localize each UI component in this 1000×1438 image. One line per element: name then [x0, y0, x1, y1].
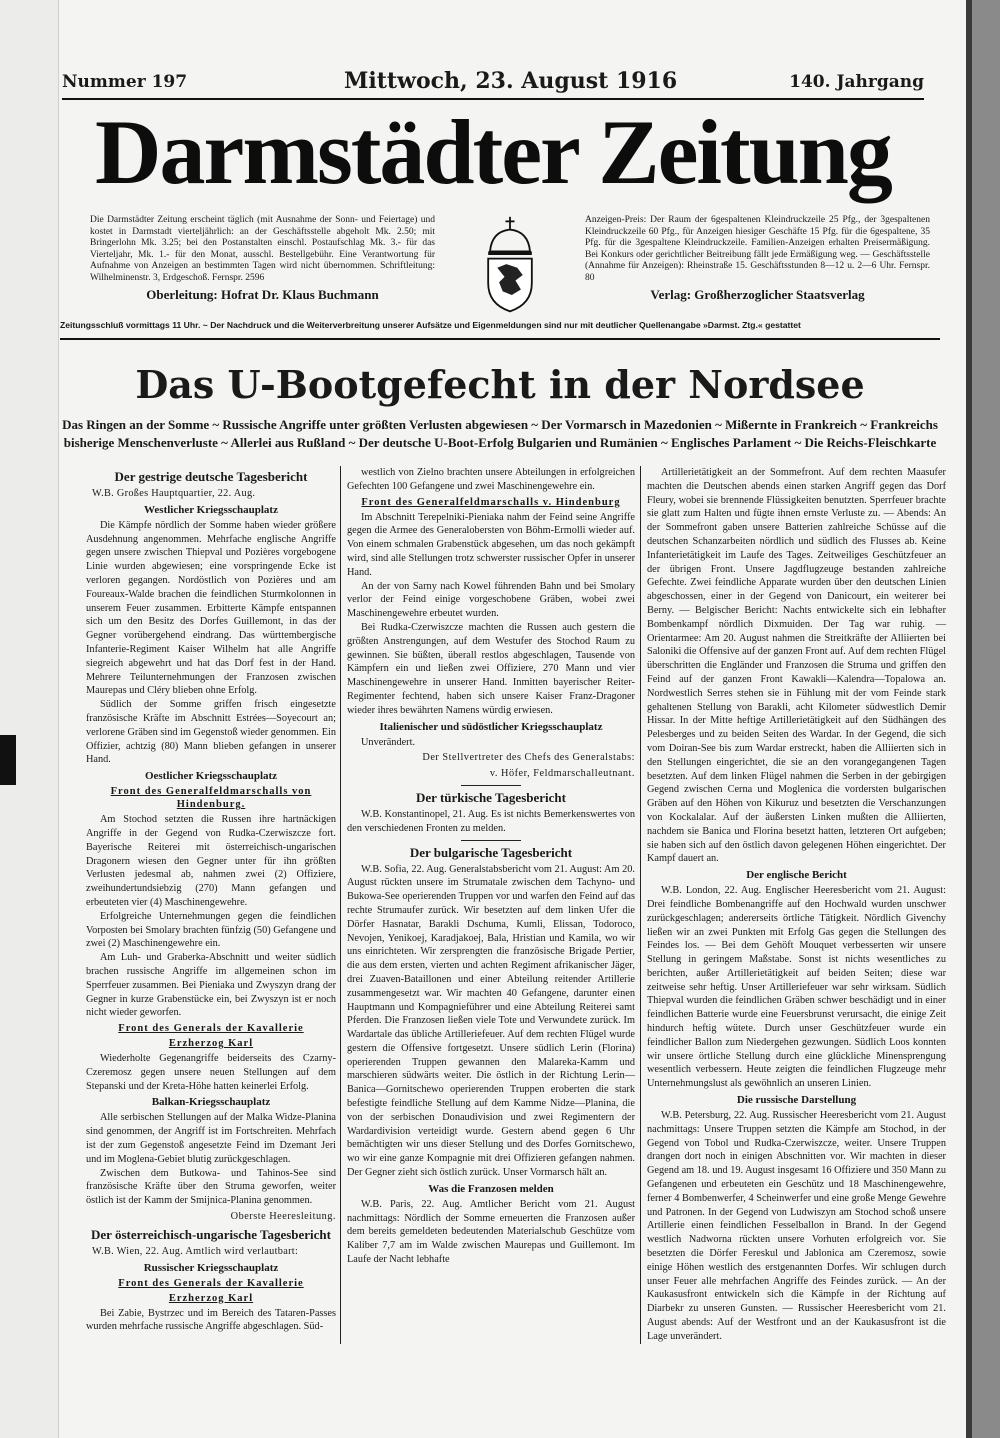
- volume: 140. Jahrgang: [789, 72, 924, 92]
- info-left-block: [90, 215, 435, 303]
- front-heading: Front des Generalfeldmarschalls v. Hindenburg: [361, 496, 621, 508]
- paragraph: Artillerietätigkeit an der Sommefront. Auf dem rechten Maasufer machten die Deutschen abends einen starken Angriff gegen das Dorf Fleury, wobei sie brennende Flüssigkeiten benutzten. Sperrfeuer brachte sie glatt zum Halten und fügte ihnen ernste Verluste zu. — Abends: An der Sommefront gaben unsere Batterien zahlreiche Schüsse auf die deutschen Schanzarbeiten nördlich und südlich des Flusses ab. Keine Infanterietätigkeit im Laufe des Tages. Zeitweiliges Geschützfeuer an der übrigen Front. Unsere Jagdflugzeuge bestanden zahlreiche Gefechte. Zwei feindliche Apparate wurden über den deutschen Linien abgeschossen, einer in der Gegend von Danicourt, ein weiterer bei Berny. — Belgischer Bericht: Nachts entwickelte sich ein lebhafter Bombenkampf nördlich Dixmuiden. Der Tag war ruhig. — Orientarmee: Am 20. August nahmen die Streitkräfte der Alliierten bei Saloniki die Offensive auf der ganzen Front auf. Auf dem rechten Flügel überschritten die Engländer und Franzosen die Struma und griffen den Feind auf der ganzen Front Kawakli—Kalendra—Topalowa an. Nordwestlich Serres stehen sie in Fühlung mit der vom Feinde stark gehaltenen Stellung von Barakli, acht Kilometer südwestlich Demir Hissar. In der Mitte heftige Artillerietätigkeit auf den Südhängen des Pelesberges und zu beiden Seiten des Wardar. In der Gegend, die sich vom Doiran-See bis zum Wardar erstreckt, haben die Alliierten sich in den Stellungen eingerichtet, die sie an den vorangegangenen Tagen besetzten. Auf dem linken Flügel nahmen die Serben in der gebirgigen Gegend zwischen Cerna und Moglenica die vordersten bulgarischen Gräben auf den Höhen von Kikuruz und besetzten die Verschanzungen von Kockalalar. Auf der äußersten Linken mußten die Alliierten, nachdem sie Banica und Florina besetzt hatten, letzteren Ort aufgeben; sie haben sich auf den östlich davon gelegenen Höhen eingerichtet. Der Kampf dauert an.: [647, 467, 946, 865]
- dateline: W.B. Wien, 22. Aug. Amtlich wird verlautbart:: [92, 1245, 299, 1257]
- paragraph: W.B. Paris, 22. Aug. Amtlicher Bericht vom 21. August nachmittags: Nördlich der Somme erneuerten die Franzosen außer dem bereits gemeldeten bedeutenden Materialschub Geschütze vom Kaliber 7,7 am im Walde zwischen Maurepas und Guillemont. Im Laufe der Nacht lebhafte: [347, 1198, 635, 1266]
- info-right-block: [585, 215, 930, 303]
- coat-of-arms-icon: [470, 215, 550, 315]
- paragraph: An der von Sarny nach Kowel führenden Bahn und bei Smolary verlor der Feind einige vorgeschobene Gräben, wobei zwei Maschinengewehre erbeutet wurden.: [347, 580, 635, 620]
- column-2: [340, 466, 640, 1344]
- publisher-line: Verlag: Großherzoglicher Staatsverlag: [650, 287, 865, 302]
- paragraph: Zwischen dem Butkowa- und Tahinos-See sind französische Kräfte über den Struma geworfen, weiter östlich ist der Kamm der Smijnica-Planina genommen.: [86, 1167, 336, 1207]
- paragraph: Südlich der Somme griffen frisch eingesetzte französische Kräfte im Abschnitt Estrées—Soyecourt an; verlorene Gräben sind im Gegenstoß wieder genommen. Ein Offizier, achtzig (80) Mann blieben gefangen in unserer Hand.: [86, 699, 336, 766]
- topic-summary: Das Ringen an der Somme ~ Russische Angriffe unter größten Verlusten abgewiesen ~ Der Vormarsch in Mazedonien ~ Mißernte in Frankreich ~ Frankreichs bisherige Menschenverluste ~ Allerlei aus Rußland ~ Der deutsche U-Boot-Erfolg Bulgarien und Rumänien ~ Englisches Parlament ~ Die Reichs-Fleischkarte: [62, 417, 938, 450]
- column-1: [86, 466, 340, 1344]
- front-heading: Erzherzog Karl: [168, 1292, 254, 1304]
- scan-mark: [0, 735, 16, 785]
- article-heading: Der gestrige deutsche Tagesbericht: [114, 469, 308, 484]
- article-heading: Der türkische Tagesbericht: [416, 789, 566, 805]
- adjacent-page-margin: [0, 0, 59, 1438]
- paragraph: Alle serbischen Stellungen auf der Malka Widze-Planina sind genommen, der Angriff ist im Fortschreiten. Mehrfach ist der zum Gegenstoß angesetzte Feind im Dzemant Jeri und im Moglena-Gebiet blutig zurückgeschlagen.: [86, 1112, 336, 1165]
- signature: Der Stellvertreter des Chefs des Generalstabs:: [422, 752, 635, 764]
- subscription-info: Die Darmstädter Zeitung erscheint täglich (mit Ausnahme der Sonn- und Feiertage) und kostet in Darmstadt vierteljährlich: an der Geschäftsstelle abgeholt Mk. 2.50; mit Bringerlohn Mk. 3.25; bei den Postanstalten einschl. Postaufschlag Mk. 3.- für das Vierteljahr, Mk. 1.- für den Monat, ausschl. Bestellgebühr. Eine Verantwortung für Aufnahme von Anzeigen an bestimmten Tagen wird nicht übernommen. Schriftleitung: Wilhelminenstr. 3, Erdgeschoß. Fernspr. 2596: [90, 215, 435, 283]
- front-heading: Front des Generalfeldmarschalls von Hindenburg.: [110, 786, 312, 811]
- article-heading: Der bulgarische Tagesbericht: [409, 844, 573, 860]
- column-3: [640, 466, 946, 1344]
- masthead-info: [60, 215, 930, 315]
- paragraph: Unverändert.: [361, 736, 416, 748]
- signature: v. Höfer, Feldmarschalleutnant.: [489, 768, 635, 780]
- dateline: W.B. Großes Hauptquartier, 22. Aug.: [92, 488, 256, 499]
- separator: [461, 785, 521, 786]
- section-heading: Westlicher Kriegsschauplatz: [144, 503, 278, 516]
- advertising-info: Anzeigen-Preis: Der Raum der 6gespaltenen Kleindruckzeile 25 Pfg., der 3gespaltenen Kleindruckzeile 60 Pfg., für Anzeigen hiesiger Geschäfte 15 Pfg. für die 6gespaltene, 35 Pfg. für die 3gespaltene Kleindruckzeile. Familien-Anzeigen erhalten Preisermäßigung. Bei Konkurs oder gerichtlicher Beitreibung fällt jede Ermäßigung weg. — Geschäftsstelle (Annahme für Anzeigen): Rheinstraße 15. Geschäftsstunden 8—12 u. 2—6 Uhr. Fernspr. 80: [585, 215, 930, 283]
- issue-date: Mittwoch, 23. August 1916: [344, 68, 678, 94]
- newspaper-title: Darmstädter Zeitung: [95, 101, 891, 203]
- paragraph: Wiederholte Gegenangriffe beiderseits des Czarny-Czeremosz gegen unsere neuen Stellungen auf dem Stepanski und der Kreta-Höhe hatten keinerlei Erfolg.: [86, 1053, 336, 1092]
- issue-number: Nummer 197: [62, 72, 188, 92]
- masthead-dateline: [62, 68, 924, 100]
- paragraph: W.B. London, 22. Aug. Englischer Heeresbericht vom 21. August: Drei feindliche Bombenangriffe auf den Hochwald wurden unschwer zurückgeschlagen; andererseits örtliche Tätigkeit. Nördlich Givenchy ließen wir an zwei Punkten mit Erfolg Gas gegen die Stellungen des Feindes los. — Bei dem Gehöft Mouquet verbesserten wir unsere Stellung in geringem Maßstabe. Sonst ist nichts wesentliches zu berichten, außer Artillerietätigkeit auf beiden Seiten; diese war zeitweise sehr heftig. Unser Artilleriefeuer war sehr wirksam. Südlich Thiepval wurden die feindlichen Gräben schwer beschädigt und in einer feindlichen Batterie wurde eine Feuersbrunst verursacht, die einige Zeit hindurch heftig wütete. Durch unser Geschützfeuer wurde ein feindlicher Ballon zum Niedergehen gezwungen. Südlich Loos konnten wir unsere örtliche Stellung durch eine glückliche Minensprengung wesentlich verbessern. Heute zeigten die feindlichen Flugzeuge mehr Unternehmungslust als gewöhnlich an unseren Linien.: [647, 885, 946, 1090]
- front-heading: Front des Generals der Kavallerie: [118, 1277, 304, 1289]
- paragraph: Am Luh- und Graberka-Abschnitt und weiter südlich brachen russische Angriffe im allgemeinen schon im Sperrfeuer zusammen. Bei Pieniaka und Zwyszyn drang der Gegner in kurze Grabenstücke ein, bei Zwyszyn ist er noch nicht wieder geworfen.: [86, 952, 336, 1019]
- section-heading: Italienischer und südöstlicher Kriegsschauplatz: [379, 720, 603, 733]
- paragraph: Bei Rudka-Czerwiszcze machten die Russen auch gestern die größten Anstrengungen, auf dem Westufer des Stochod Raum zu gewinnen. Sie büßten, überall restlos abgeschlagen, Tausende von Kämpfern ein und ließen zwei Offiziere, 270 Mann und vier Maschinengewehre in unserer Hand. Inmitten bayerischer Reiter-Regimenter fechtend, haben sich unsere Kaiser Franz-Dragoner wieder ihres bewährten Namens würdig erwiesen.: [347, 621, 635, 716]
- section-heading: Oestlicher Kriegsschauplatz: [144, 770, 278, 783]
- main-headline: Das U-Bootgefecht in der Nordsee: [135, 362, 865, 407]
- paragraph: W.B. Petersburg, 22. Aug. Russischer Heeresbericht vom 21. August nachmittags: Unsere Truppen setzten die Kämpfe am Stochod, in der Gegend von Tobol und Rudka-Czerwiszcze, weiter. Unsere Truppen drangen dort noch in einigen Abschnitten vor. Wir machten in dieser Gegend am 18. und 19. August insgesamt 16 Offiziere und 350 Mann zu Gefangenen und erbeuteten ein Geschütz und 18 Maschinengewehre, ferner 4 Bombenwerfer, 4 Scheinwerfer und eine große Menge Gewehre und Patronen. In der Gegend von Ludwiszyn am Stochod schoß unsere Artillerie einen feindlichen Fesselballon in Brand. In der Gegend westlich Nadworna rückten unsere Vorhuten erfolgreich vor. Sie besetzten die Dörfer Fereskul und Jablonica am Czeremosz, sowie einige Höhen westlich des erstgenannten Dorfes. Wir schlugen durch unser Feuer alle mehrfachen Angriffe des Feindes zurück. — An der Kaukasusfront entwickeln sich die Kämpfe in der Richtung auf Diarbekr zu unseren Gunsten. — Russischer Heeresbericht vom 21. August abends: Auf der Westfront und an der Kaukasusfront ist die Lage unverändert.: [647, 1110, 946, 1342]
- section-heading: Balkan-Kriegsschauplatz: [151, 1096, 271, 1109]
- front-heading: Erzherzog Karl: [168, 1038, 254, 1050]
- paragraph: westlich von Zielno brachten unsere Abteilungen in erfolgreichen Gefechten 100 Gefangene und zwei Maschinengewehre ein.: [347, 467, 635, 492]
- signature: Oberste Heeresleitung.: [230, 1211, 336, 1223]
- separator: [461, 840, 521, 841]
- section-heading: Der englische Bericht: [746, 869, 847, 882]
- paragraph: W.B. Konstantinopel, 21. Aug. Es ist nichts Bemerkenswertes von den verschiedenen Fronten zu melden.: [347, 808, 635, 834]
- binding-edge: [966, 0, 1000, 1438]
- page-body: [60, 215, 950, 1344]
- paragraph: W.B. Sofia, 22. Aug. Generalstabsbericht vom 21. August: Am 20. August rückten unsere im Strumatale zwischen dem Tachyno- und Bukowa-See operierenden Truppen vor und warfen den Feind auf das rechte Strumaufer zurück. Wir besetzten auf dem linken Ufer die Dörfer Hasnatar, Barakli Dschuma, Kumli, Elissan, Todoroco, Nevojen, Yenikoej, Karadjakoej, Bala, Hristian und Kamila, wo wir uns einrichteten. Wir zersprengten die französische Brigade Pertier, die aus dem ersten, vierten und achten Regiment afrikanischer Jäger, drei Zuaven-Bataillonen und einer Abteilung reitender Artillerie zusammengesetzt war. Wir machten 40 Gefangene, darunter einen Hauptmann und Kompagnieführer und eine Abteilung Reiterei samt Pferden. Die Franzosen ließen viele Tote und Verwundete zurück. Im Wardartale das übliche Artilleriefeuer. Auf dem rechten Flügel wurde gestern die Offensive fortgesetzt. Unsere südlich Lerin (Florina) operierenden Truppen gewannen den Malareka-Kamm und marschieren südwärts weiter. Die östlich in der Richtung Lerin—Banica—Gornitschewo operierenden Truppen eroberten die stark befestigte feindliche Stellung auf dem Kamme Nidze—Planina, die von der serbischen Donaudivision und zwei Regimentern der Wardardivision verteidigt wurde. Gestern abend gegen 6 Uhr bemächtigten wir uns dieser Stellung und des Dorfes Gornitschewo, wo wir eine ganze Kompagnie mit drei Offizieren gefangen nahmen. Der Gegner zieht sich östlich zurück. Unser Vormarsch hält an.: [347, 863, 635, 1179]
- section-heading: Russischer Kriegsschauplatz: [143, 1261, 279, 1274]
- paragraph: Im Abschnitt Terepelniki-Pieniaka nahm der Feind seine Angriffe gegen die Armee des Generalobersten von Böhm-Ermolli wieder auf. Von einem schmalen Grabenstück abgesehen, um das noch gekämpft wird, sind alle Stellungen trotz schwerster russischer Opfer in unserer Hand.: [347, 511, 635, 578]
- paragraph: Erfolgreiche Unternehmungen gegen die feindlichen Vorposten bei Smolary brachten fünfzig (50) Gefangene und zwei (2) Maschinengewehre ein.: [86, 910, 336, 950]
- page-edge: [966, 0, 972, 1438]
- reprint-notice: Zeitungsschluß vormittags 11 Uhr. ~ Der Nachdruck und die Weiterverbreitung unserer Aufsätze und Eigenmeldungen sind nur mit deutlicher Quellenangabe »Darmst. Ztg.« gestattet: [60, 320, 940, 340]
- front-heading: Front des Generals der Kavallerie: [118, 1023, 304, 1035]
- paragraph: Am Stochod setzten die Russen ihre hartnäckigen Angriffe in der Gegend von Rudka-Czerwiszcze fort. Bayerische Reiterei mit österreichisch-ungarischen Dragonern wiesen den Gegner unter für ihn größten Verlusten jedesmal ab, nahmen zwei (2) Offiziere, zweihundertundsiebzig (270) Mann gefangen und erbeuteten vier (4) Maschinengewehre.: [86, 814, 336, 908]
- editor-line: Oberleitung: Hofrat Dr. Klaus Buchmann: [146, 287, 379, 302]
- section-heading: Die russische Darstellung: [736, 1094, 857, 1107]
- article-heading: Der österreichisch-ungarische Tagesbericht: [91, 1226, 331, 1242]
- section-heading: Was die Franzosen melden: [428, 1182, 554, 1195]
- article-columns: [60, 466, 950, 1344]
- paragraph: Die Kämpfe nördlich der Somme haben wieder größere Ausdehnung angenommen. Mehrfache englische Angriffe gegen unsere zwischen Thiepval und Pozières vorgebogene Linie wurden abgewiesen; eine vorspringende Ecke ist verloren gegangen. Nordöstlich von Pozières und am Foureaux-Walde brachen die feindlichen Sturmkolonnen in unserem Feuer zusammen. Erbitterte Kämpfe entspannen sich um den Besitz des Dorfes Guillemont, in das der Gegner vorübergehend eindrang. Das württembergische Infanterie-Regiment Kaiser Wilhelm hat alle Angriffe siegreich abgewehrt und hat das Dorf fest in der Hand. Mehrere Teilunternehmungen der Franzosen zwischen Maurepas und Cléry blieben ohne Erfolg.: [86, 519, 336, 697]
- paragraph: Bei Zabie, Bystrzec und im Bereich des Tataren-Passes wurden mehrfache russische Angriffe abgeschlagen. Süd-: [86, 1307, 336, 1333]
